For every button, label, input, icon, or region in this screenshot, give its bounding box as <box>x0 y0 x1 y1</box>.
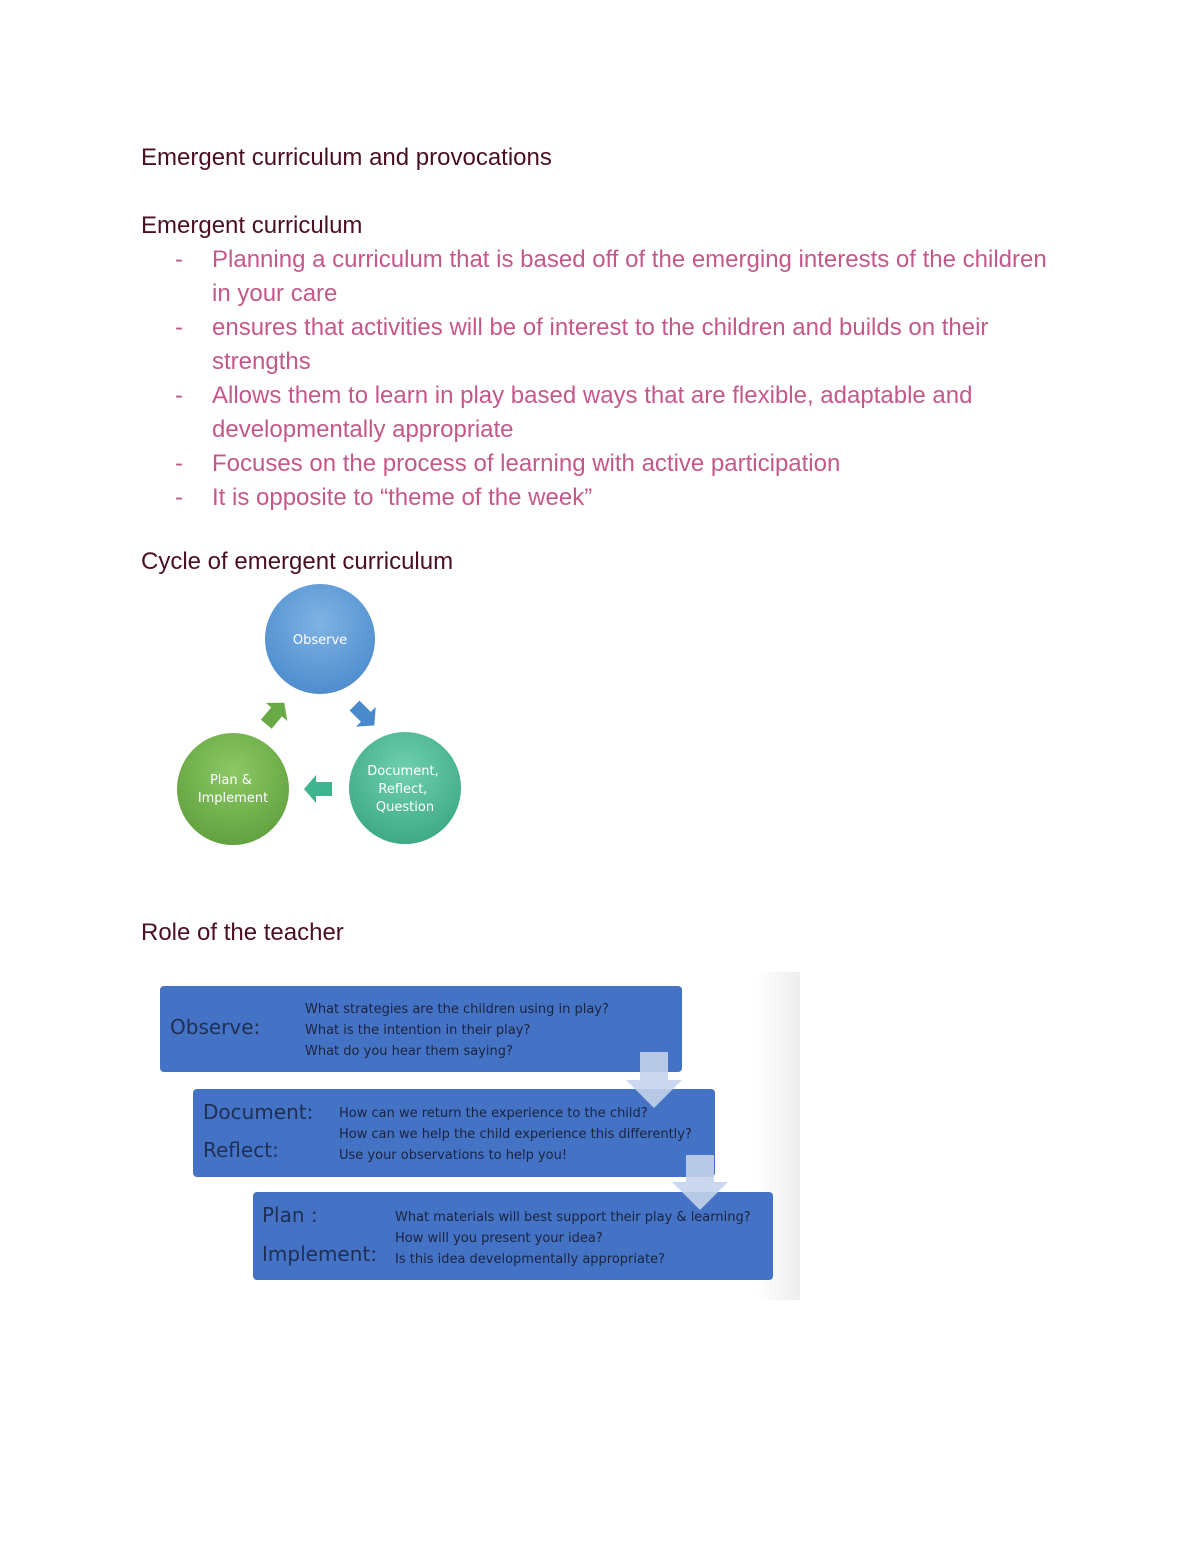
plan-question: What materials will best support their play & learning? <box>395 1210 751 1225</box>
list-item <box>141 243 1061 311</box>
document-line-1: Document, <box>367 764 439 779</box>
list-item-text: It is opposite to “theme of the week” <box>212 484 593 511</box>
document-question: How can we return the experience to the child? <box>339 1106 648 1121</box>
bullet-dash: - <box>175 484 183 511</box>
document-line-3: Question <box>375 800 435 815</box>
arrow-plan-to-observe-icon <box>256 694 295 733</box>
arrow-observe-to-document-icon <box>345 696 385 736</box>
list-item <box>141 481 1061 515</box>
arrow-document-to-plan-icon <box>304 775 332 803</box>
role-diagram-svg <box>150 972 800 1300</box>
section-heading-cycle: Cycle of emergent curriculum <box>141 548 454 575</box>
list-item-text: ensures that activities will be of interest to the children and builds on their strengths <box>212 314 989 375</box>
observe-question: What strategies are the children using in play? <box>305 1002 609 1017</box>
bullet-dash: - <box>175 450 183 477</box>
page-title: Emergent curriculum and provocations <box>141 144 552 171</box>
document-line-2: Reflect, <box>378 782 428 797</box>
document-label <box>367 764 443 815</box>
list-item-text: Allows them to learn in play based ways that are flexible, adaptable and developmentally appropriate <box>212 382 973 443</box>
plan-line-2: Implement <box>197 791 269 806</box>
document-question: Use your observations to help you! <box>339 1148 568 1163</box>
plan-question: Is this idea developmentally appropriate? <box>395 1252 665 1267</box>
list-item <box>141 447 1061 481</box>
section-heading-emergent-curriculum: Emergent curriculum <box>141 212 363 239</box>
reflect-step-label: Reflect: <box>203 1138 279 1162</box>
plan-question: How will you present your idea? <box>395 1231 603 1246</box>
role-of-teacher-diagram <box>150 972 800 1300</box>
document-step-label: Document: <box>203 1100 314 1124</box>
section-heading-role: Role of the teacher <box>141 919 344 946</box>
observe-question: What do you hear them saying? <box>305 1044 513 1059</box>
implement-step-label: Implement: <box>262 1242 377 1266</box>
document-question: How can we help the child experience this differently? <box>339 1127 692 1142</box>
list-item <box>141 379 1061 447</box>
observe-question: What is the intention in their play? <box>305 1023 531 1038</box>
list-item-text: Planning a curriculum that is based off of the emerging interests of the children in your care <box>212 246 1047 307</box>
bullet-dash: - <box>175 314 183 341</box>
observe-step-label: Observe: <box>170 1015 261 1039</box>
cycle-diagram <box>168 582 468 852</box>
list-item-text: Focuses on the process of learning with active participation <box>212 450 841 477</box>
plan-line-1: Plan & <box>209 773 252 788</box>
observe-label: Observe <box>292 633 348 648</box>
bullet-dash: - <box>175 246 183 273</box>
bullet-dash: - <box>175 382 183 409</box>
plan-step-label: Plan : <box>262 1203 318 1227</box>
emergent-curriculum-list <box>141 243 1061 515</box>
plan-circle <box>176 732 290 846</box>
list-item <box>141 311 1061 379</box>
